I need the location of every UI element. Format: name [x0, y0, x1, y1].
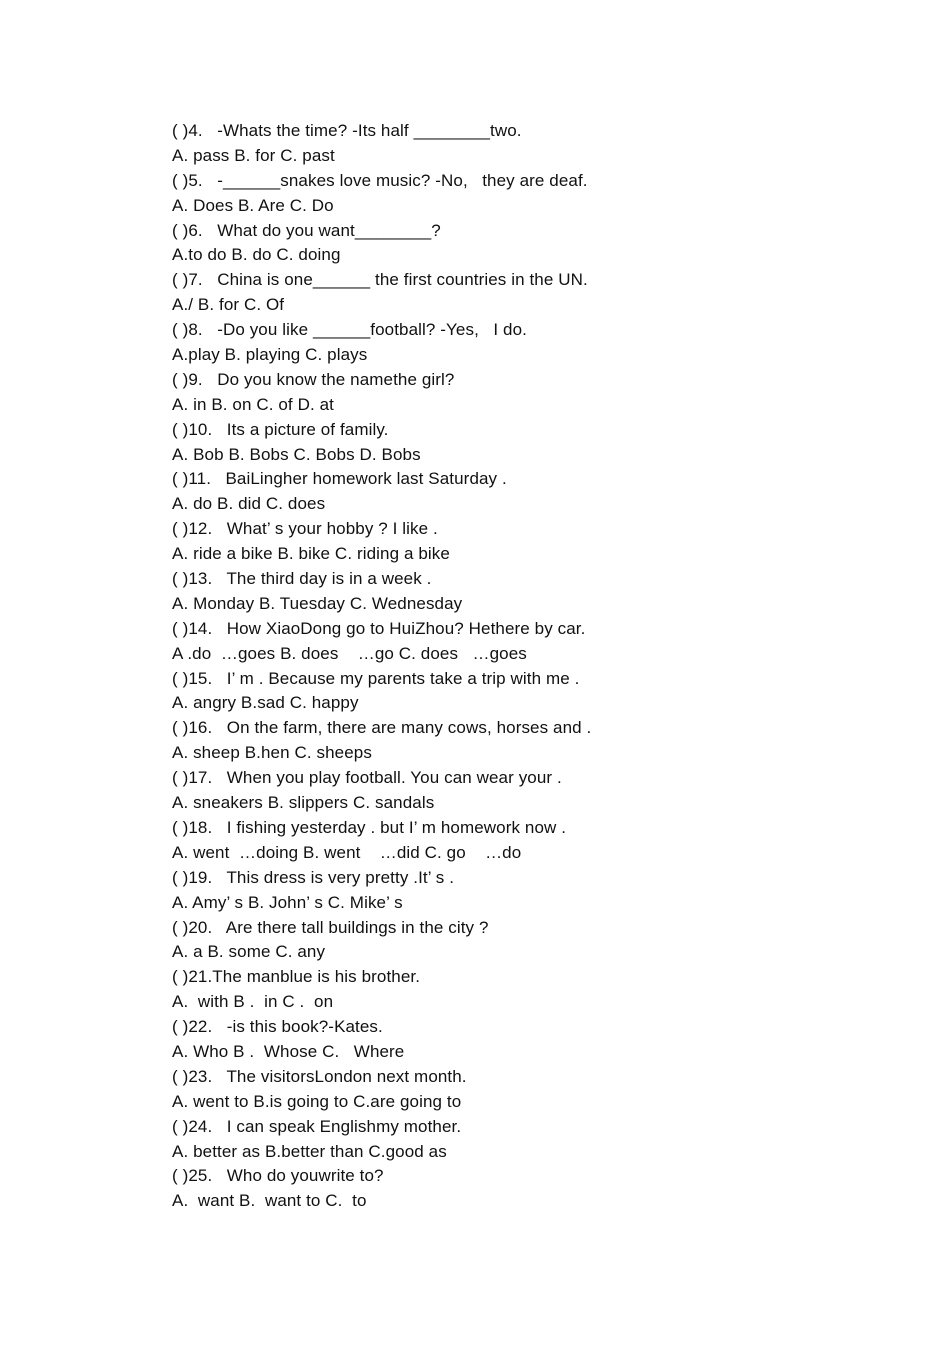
- question-5: ( )5. -______snakes love music? -No, they are deaf.: [172, 170, 588, 190]
- options-24: A. better as B.better than C.good as: [172, 1141, 447, 1161]
- question-17: ( )17. When you play football. You can wear your .: [172, 768, 562, 788]
- options-15: A. angry B.sad C. happy: [172, 693, 359, 713]
- question-24: ( )24. I can speak Englishmy mother.: [172, 1116, 462, 1136]
- options-10: A. Bob B. Bobs C. Bobs D. Bobs: [172, 444, 421, 464]
- question-10: ( )10. Its a picture of family.: [172, 419, 389, 439]
- options-23: A. went to B.is going to C.are going to: [172, 1091, 462, 1111]
- question-23: ( )23. The visitorsLondon next month.: [172, 1066, 467, 1086]
- options-13: A. Monday B. Tuesday C. Wednesday: [172, 593, 463, 613]
- question-20: ( )20. Are there tall buildings in the city ?: [172, 917, 489, 937]
- options-9: A. in B. on C. of D. at: [172, 394, 334, 414]
- options-21: A. with B . in C . on: [172, 992, 334, 1012]
- question-8: ( )8. -Do you like ______football? -Yes, I do.: [172, 320, 527, 340]
- question-12: ( )12. What’ s your hobby ? I like .: [172, 519, 438, 539]
- question-13: ( )13. The third day is in a week .: [172, 569, 432, 589]
- question-6: ( )6. What do you want________?: [172, 220, 441, 240]
- options-8: A.play B. playing C. plays: [172, 345, 368, 365]
- options-6: A.to do B. do C. doing: [172, 245, 341, 265]
- question-25: ( )25. Who do youwrite to?: [172, 1166, 384, 1186]
- options-25: A. want B. want to C. to: [172, 1191, 367, 1211]
- options-7: A./ B. for C. Of: [172, 295, 285, 315]
- question-22: ( )22. -is this book?-Kates.: [172, 1017, 383, 1037]
- question-list: [172, 119, 872, 1214]
- question-14: ( )14. How XiaoDong go to HuiZhou? Hethere by car.: [172, 618, 586, 638]
- question-21: ( )21.The manblue is his brother.: [172, 967, 421, 987]
- question-11: ( )11. BaiLingher homework last Saturday .: [172, 469, 507, 489]
- options-4: A. pass B. for C. past: [172, 145, 335, 165]
- options-17: A. sneakers B. slippers C. sandals: [172, 793, 435, 813]
- options-11: A. do B. did C. does: [172, 494, 326, 514]
- question-18: ( )18. I fishing yesterday . but I’ m homework now .: [172, 817, 567, 837]
- question-19: ( )19. This dress is very pretty .It’ s .: [172, 867, 455, 887]
- options-19: A. Amy’ s B. John’ s C. Mike’ s: [172, 892, 403, 912]
- options-18: A. went …doing B. went …did C. go …do: [172, 842, 522, 862]
- question-15: ( )15. I’ m . Because my parents take a trip with me .: [172, 668, 580, 688]
- options-16: A. sheep B.hen C. sheeps: [172, 743, 372, 763]
- options-22: A. Who B . Whose C. Where: [172, 1041, 405, 1061]
- options-5: A. Does B. Are C. Do: [172, 195, 334, 215]
- question-9: ( )9. Do you know the namethe girl?: [172, 369, 455, 389]
- question-16: ( )16. On the farm, there are many cows, horses and .: [172, 718, 592, 738]
- options-12: A. ride a bike B. bike C. riding a bike: [172, 544, 450, 564]
- question-4: ( )4. -Whats the time? -Its half ________two.: [172, 121, 522, 140]
- question-7: ( )7. China is one______ the first countries in the UN.: [172, 270, 588, 290]
- options-14: A .do …goes B. does …go C. does …goes: [172, 643, 527, 663]
- options-20: A. a B. some C. any: [172, 942, 326, 962]
